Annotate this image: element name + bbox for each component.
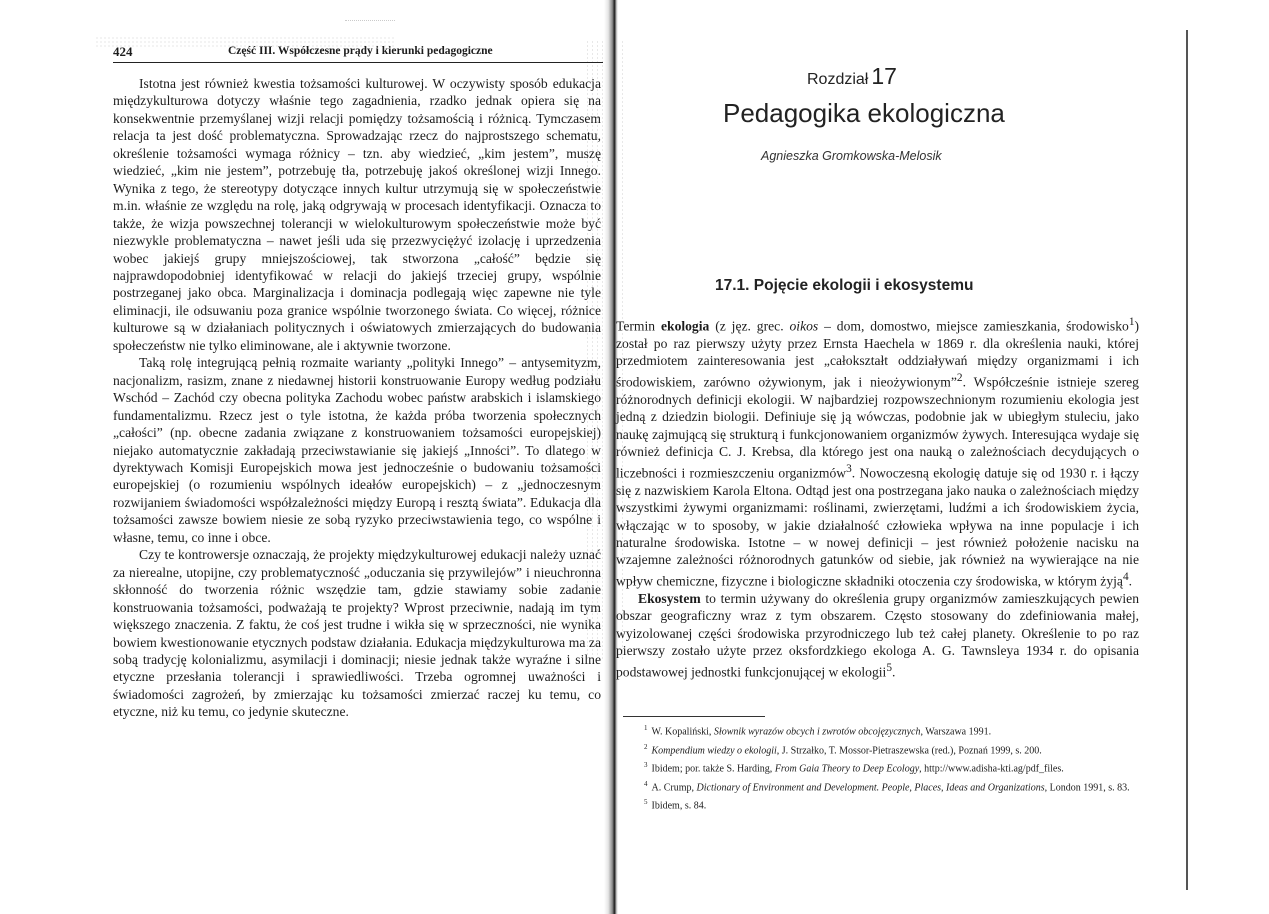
left-page [0,0,610,914]
footnote-title: Dictionary of Environment and Development. People, Places, Ideas and Organizations [696,781,1045,793]
footnote-item [616,721,1139,740]
footnote-title: From Gaia Theory to Deep Ecology [774,763,920,775]
footnote-ref: 2 [956,371,963,384]
footnote-text: A. Crump, [651,781,697,793]
footnote-number: 4 [644,779,648,788]
footnote-title: Słownik wyrazów obcych i zwrotów obcojęzycznych [713,726,921,738]
footnote-number: 5 [644,798,648,807]
header-rule [113,62,603,63]
left-body-text [113,75,601,721]
footnote-text: W. Kopaliński, [651,726,714,738]
paragraph: Taką rolę integrującą pełnią rozmaite warianty „polityki Innego” – antysemityzm, nacjonalizm, rasizm, znane z niedawnej historii konstruowanie Europy według podziału Wschód – Zachód czy obecna polityka Zachodu wobec państw arabskich i islamskiego fundamentalizmu. Rzecz jest o tyle istotna, że każda próba tworzenia społecznych „całości” (np. obecne zadania związane z konstruowaniem tożsamości europejskiej) niejako automatycznie zakładają przeciwstawianie się jakiejś „Inności”. To dlatego w dyrektywach Komisji Europejskich mowa jest jednocześnie o budowaniu tożsamości europejskiej (o rozumieniu wspólnych ideałów europejskich) – z „jednoczesnym rozwijaniem świadomości współzależności między Europą i resztą świata”. Edukacja dla tożsamości zawsze bowiem niesie ze sobą ryzyko przeciwstawienia tego, co wspólne i własne, temu, co inne i obce. [113,355,601,545]
footnote-text: Ibidem, s. 84. [651,800,707,812]
paragraph: Istotna jest również kwestia tożsamości kulturowej. W oczywisty sposób edukacja międzykulturowa dotyczy właśnie tego zagadnienia, rzadko jednak opiera się na konsekwentnie przemyślanej wizji relacji pomiędzy tożsamością i różnicą. Tymczasem relacja ta jest dość problematyczna. Sprowadzając rzecz do najprostszego schematu, określenie tożsamości wymaga różnicy – tzn. aby wiedzieć, „kim jestem”, muszę wiedzieć, „kim nie jestem”, potrzebuję tła, potrzebuję jakoś określonej wizji Innego. Wynika z tego, że stereotypy dotyczące innych kultur utrzymują się w społeczeństwie m.in. właśnie ze względu na rolę, jaką odgrywają w procesach identyfikacji. Oznacza to także, że wizja powszechnej tolerancji w wielokulturowym społeczeństwie może być niezwykle problematyczna – nawet jeśli uda się przezwyciężyć izolację i uprzedzenia wobec jakiejś grupy mniejszościowej, tak stworzona „całość” będzie się najprawdopodobniej identyfikować w relacji do jakiejś trzeciej grupy, wspólnie postrzeganej jako obca. Marginalizacja i dominacja podlegają więc zapewne nie tyle eliminacji, ile odsuwaniu poza granice wspólnie tworzonego świata. Co więcej, różnice kulturowe są w działaniach politycznych i oświatowych zmierzających do budowania społeczeństw nie tylko eliminowane, ale i aktywnie tworzone. [113,76,601,353]
footnote-ref: 1 [1128,316,1135,328]
running-title: Część III. Współczesne prądy i kierunki pedagogiczne [228,45,493,57]
term-ekologia: ekologia [660,318,710,334]
footnote-text: , Warszawa 1991. [920,726,992,738]
text-run: . Nowoczesną ekologię datuje się od 1930 r. i łączy się z nazwiskiem Karola Eltona. Odtąd jest ona postrzegana jako nauka o zależnościach między wszystkimi żywymi organizmami: roślinami, zwierzętami, ludźmi a ich środowiskiem życia, włączając w to sposoby, w jakie działalność człowieka wpływa na inne populacje i ich naturalne środowiska. Istotne – w nowej definicji – jest również położenie nacisku na wzajemne zależności różnorodnych gatunków od siebie, jak również na wywierające na nie wpływ chemiczne, fizyczne i biologiczne składniki otoczenia czy środowiska, w którym żyją [616,465,1139,589]
text-run: . [891,664,896,680]
footnote-title: Kompendium wiedzy o ekologii [651,744,777,756]
paragraph: Czy te kontrowersje oznaczają, że projekty międzykulturowej edukacji należy uznać za nierealne, utopijne, czy problematyczność „oduczania się przywilejów” i nieuchronna skłonność do tworzenia różnic wszędzie tam, gdzie stawiamy sobie zadanie konstruowania tożsamości, podważają te projekty? Wprost przeciwnie, nadają im tym większego znaczenia. Z faktu, że coś jest trudne i wikła się w sprzeczności, nie wynika bowiem kwestionowanie etycznych podstaw działania. Edukacja międzykulturowa ma za sobą tradycję kolonializmu, asymilacji i dominacji; niesie jednak także wyraźne i silne etyczne przesłania tolerancji i sprawiedliwości. Trzeba ogromnej uważności i świadomości zagrożeń, by zmierzając ku tożsamości zmierzać raczej ku temu, co etyczne, niż ku temu, co jedynie skuteczne. [113,547,601,720]
chapter-label [807,63,897,90]
footnotes [616,721,1139,814]
footnote-text: , London 1991, s. 83. [1044,781,1130,793]
text-run: to termin używany do określenia grupy organizmów zamieszkujących pewien obszar geograficzny wraz z tym obszarem. Często stosowany do zdefiniowania małej, wyizolowanej części środowiska przyrodniczego lub też całej planety. Określenie to po raz pierwszy zostało użyte przez oksfordzkiego ekologa A. G. Tawnsleya 1934 r. do opisania podstawowej jednostki funkcjonującej w ekologii [616,590,1139,680]
right-page [611,0,1269,914]
running-head [113,44,597,62]
text-run: (z jęz. grec. [709,318,790,334]
text-run: – dom, domostwo, miejsce zamieszkania, środowisko [818,318,1129,334]
chapter-label-text: Rozdział [807,71,869,88]
footnote-number: 3 [644,761,648,770]
term-ekosystem: Ekosystem [638,590,701,606]
footnote-item [616,795,1139,814]
footnote-ref: 4 [1122,570,1129,583]
paragraph [616,314,1139,590]
chapter-number: 17 [871,63,897,89]
chapter-title: Pedagogika ekologiczna [723,98,1005,128]
footnote-item [616,758,1139,777]
footnote-text: Ibidem; por. także S. Harding, [651,763,775,775]
scan-mark [345,12,395,21]
text-run: ) został po raz pierwszy użyty przez Ernsta Haechela w 1869 r. dla określenia nauki, której przedmiotem zainteresowania jest „całokształt oddziaływań między organizmami i ich środowiskiem, zarówno ożywionym, jak i nieożywionym” [616,318,1140,390]
footnote-ref: 3 [846,462,852,475]
term-oikos: oikos [789,318,819,334]
paragraph [616,590,1139,681]
text-run: . [1128,573,1133,589]
footnote-item [616,777,1139,796]
text-run: Termin [616,318,661,334]
footnote-item [616,740,1139,759]
footnote-rule [623,716,765,717]
footnote-number: 1 [644,724,648,732]
footnote-text: , http://www.adisha-kti.ag/pdf_files. [919,763,1064,775]
footnote-text: , J. Strzałko, T. Mossor-Pietraszewska (red.), Poznań 1999, s. 200. [776,744,1042,756]
page-number: 424 [113,44,133,59]
right-body-text [616,314,1139,681]
section-heading: 17.1. Pojęcie ekologii i ekosystemu [715,277,974,294]
footnote-ref: 5 [886,661,892,674]
text-run: . Współcześnie istnieje szereg różnorodnych definicji ekologii. W najbardziej rozpowszechnionym rozumieniu ekologia jest jedną z dziedzin biologii. Definiuje się ją wówczas, podobnie jak w ubiegłym stuleciu, jako naukę zajmującą się strukturą i funkcjonowaniem organizmów żywych. Interesująca wydaje się również definicja C. J. Krebsa, dla którego jest ona nauką o zależnościach decydujących o liczebności i rozmieszczeniu organizmów [616,374,1139,481]
author-name: Agnieszka Gromkowska-Melosik [761,149,942,163]
footnote-number: 2 [644,742,648,751]
